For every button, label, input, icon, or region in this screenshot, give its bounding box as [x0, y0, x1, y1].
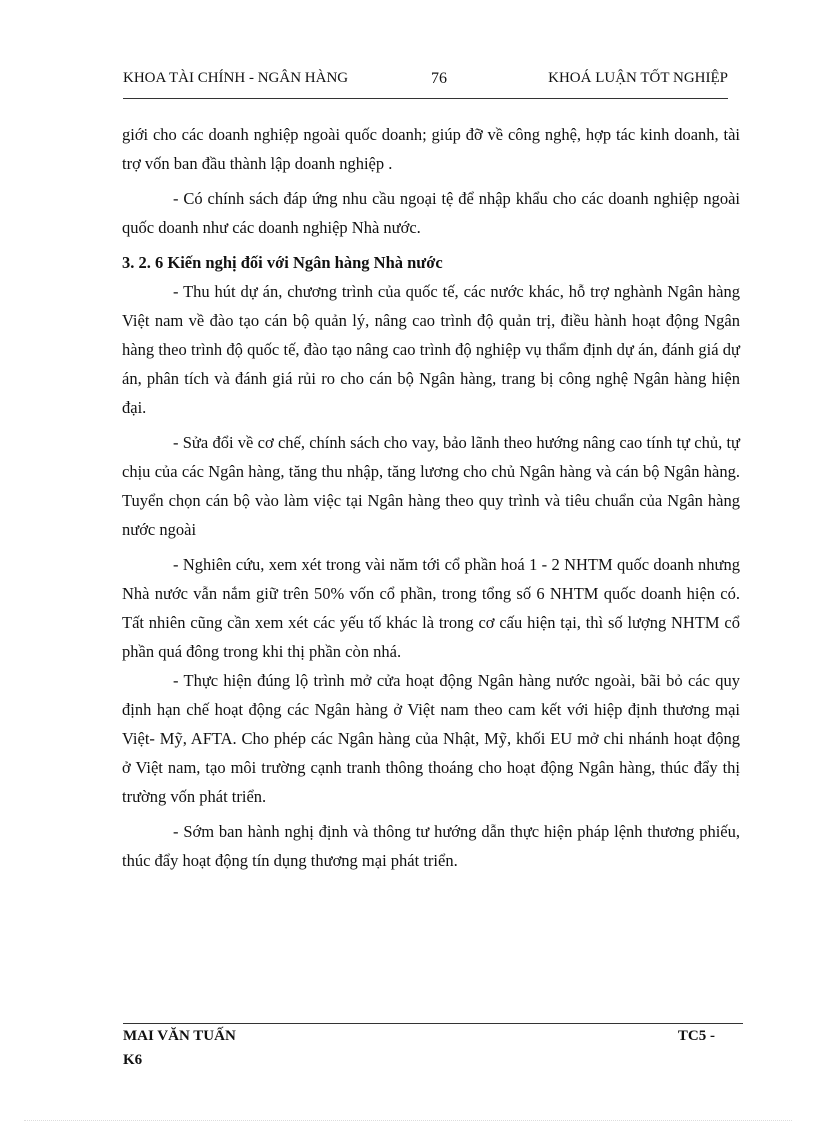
paragraph-attract-projects: - Thu hút dự án, chương trình của quốc tế, các nước khác, hỗ trợ nghành Ngân hàng Việt nam về đào tạo cán bộ quản lý, nâng cao trình độ quản trị, điều hành hoạt động Ngân hàng theo trình độ quốc tế, đào tạo nâng cao trình độ nghiệp vụ thẩm định dự án, đánh giá dự án, phân tích và đánh giá rủi ro cho cán bộ Ngân hàng, trang bị công nghệ Ngân hàng hiện đại.: [122, 282, 740, 417]
header-thesis-title: KHOÁ LUẬN TỐT NGHIỆP: [548, 70, 728, 86]
page-footer: [123, 1023, 743, 1068]
page-bottom-divider: [24, 1120, 792, 1121]
paragraph-commercial-paper: - Sớm ban hành nghị định và thông tư hướng dẫn thực hiện pháp lệnh thương phiếu, thúc đẩy hoạt động tín dụng thương mại phát triển.: [122, 822, 740, 870]
header-faculty: KHOA TÀI CHÍNH - NGÂN HÀNG: [123, 70, 349, 86]
footer-author: MAI VĂN TUẤN: [123, 1028, 236, 1044]
paragraph-market-opening: - Thực hiện đúng lộ trình mở cửa hoạt động Ngân hàng nước ngoài, bãi bỏ các quy định hạn chế hoạt động các Ngân hàng ở Việt nam theo cam kết với hiệp định thương mại Việt- Mỹ, AFTA. Cho phép các Ngân hàng của Nhật, Mỹ, khối EU mở chi nhánh hoạt động ở Việt nam, tạo môi trường cạnh tranh thông thoáng cho hoạt động Ngân hàng, thúc đẩy thị trường vốn phát triển.: [122, 671, 740, 806]
page-number: 76: [431, 70, 447, 87]
paragraph-equitization: - Nghiên cứu, xem xét trong vài năm tới cổ phần hoá 1 - 2 NHTM quốc doanh nhưng Nhà nước vẫn nắm giữ trên 50% vốn cổ phần, trong tổng số 6 NHTM quốc doanh hiện có. Tất nhiên cũng cần xem xét các yếu tố khác là trong cơ cấu hiện tại, thì số lượng NHTM cổ phần quá đông trong khi thị phần còn nhá.: [122, 555, 740, 661]
paragraph-continued: giới cho các doanh nghiệp ngoài quốc doanh; giúp đỡ về công nghệ, hợp tác kinh doanh, tài trợ vốn ban đầu thành lập doanh nghiệp .: [122, 125, 740, 173]
document-body: [122, 120, 740, 881]
page-header: [123, 66, 728, 99]
paragraph-foreign-currency: - Có chính sách đáp ứng nhu cầu ngoại tệ để nhập khẩu cho các doanh nghiệp ngoài quốc doanh như các doanh nghiệp Nhà nước.: [122, 189, 740, 237]
paragraph-lending-policy: - Sửa đổi về cơ chế, chính sách cho vay, bảo lãnh theo hướng nâng cao tính tự chủ, tự chịu của các Ngân hàng, tăng thu nhập, tăng lương cho chủ Ngân hàng và cán bộ Ngân hàng. Tuyển chọn cán bộ vào làm việc tại Ngân hàng theo quy trình và tiêu chuẩn của Ngân hàng nước ngoài: [122, 433, 740, 539]
section-heading: 3. 2. 6 Kiến nghị đối với Ngân hàng Nhà nước: [122, 253, 443, 272]
footer-class-continued: K6: [123, 1052, 143, 1068]
footer-class: TC5 -: [677, 1028, 715, 1044]
